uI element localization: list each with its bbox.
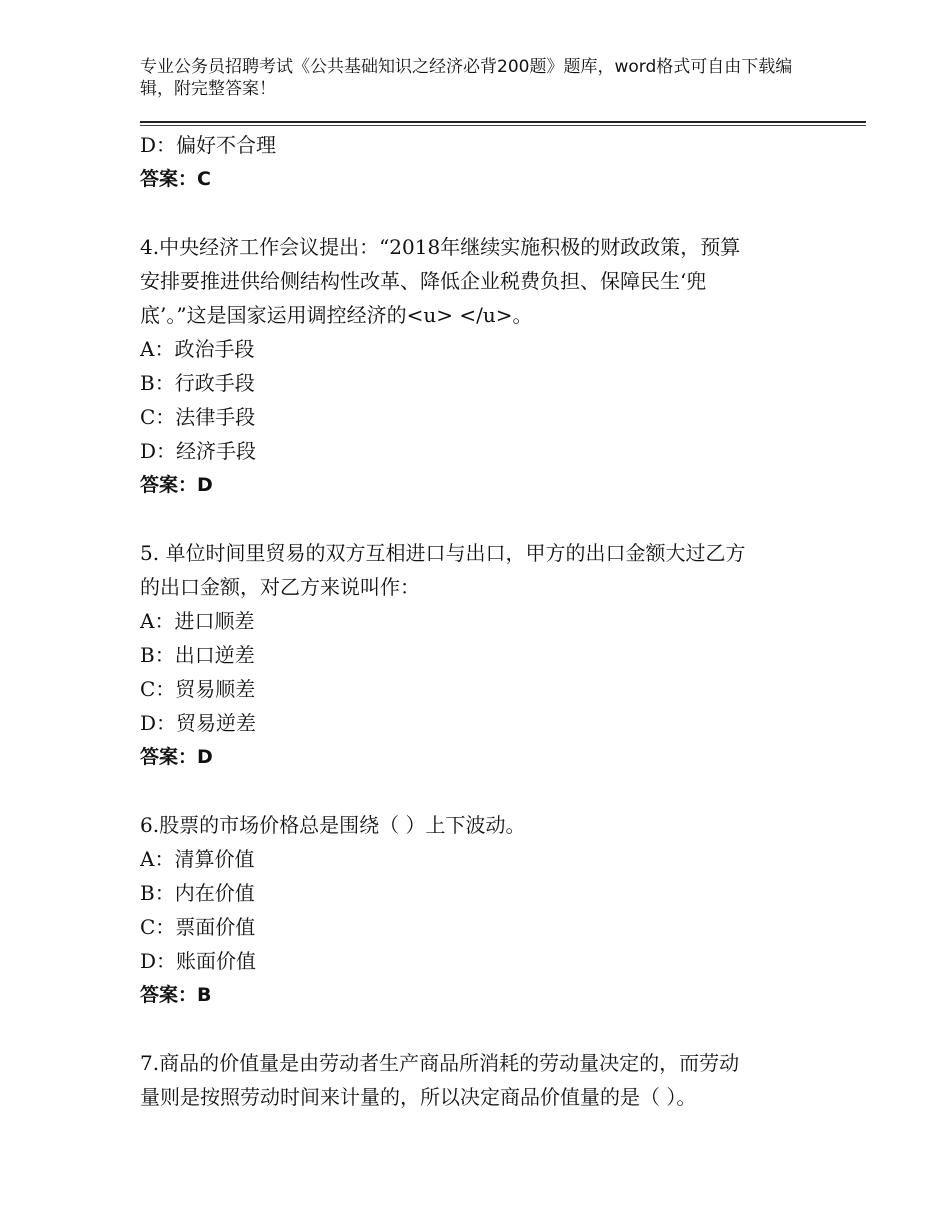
question-6-text-line1: 6.股票的市场价格总是围绕（ ）上下波动。 [140,813,526,837]
question-6-option-c: C：票面价值 [140,915,256,939]
prev-option-d: D：偏好不合理 [140,133,277,157]
question-4-option-d: D：经济手段 [140,439,257,463]
question-4-option-a: A：政治手段 [140,337,255,361]
question-5-text-line1: 5. 单位时间里贸易的双方互相进口与出口，甲方的出口金额大过乙方 [140,541,746,565]
question-4-option-c: C：法律手段 [140,405,256,429]
document-header: 专业公务员招聘考试《公共基础知识之经济必背200题》题库，word格式可自由下载编辑，附完整答案！ [140,57,793,99]
question-5-text-line2: 的出口金额，对乙方来说叫作： [140,575,420,599]
question-5-option-b: B：出口逆差 [140,643,255,667]
question-4-text-line2: 安排要推进供给侧结构性改革、降低企业税费负担、保障民生‘兜 [140,269,707,293]
question-5-option-a: A：进口顺差 [140,609,255,633]
spacer [140,196,820,230]
question-6-option-d: D：账面价值 [140,949,257,973]
question-7 [140,1046,820,1114]
prev-answer: 答案：C [140,168,211,190]
question-4-option-b: B：行政手段 [140,371,255,395]
document-body [140,128,820,1114]
question-7-text-line2: 量则是按照劳动时间来计量的，所以决定商品价值量的是（ ）。 [140,1085,697,1109]
question-6-option-a: A：清算价值 [140,847,255,871]
spacer [140,502,820,536]
question-6-option-b: B：内在价值 [140,881,255,905]
question-4-answer: 答案：D [140,474,213,496]
header-rule-thin [140,125,866,126]
spacer [140,1012,820,1046]
question-5-option-c: C：贸易顺差 [140,677,256,701]
question-5-option-d: D：贸易逆差 [140,711,257,735]
question-4-text-line3: 底’。”这是国家运用调控经济的<u> </u>。 [140,303,533,327]
question-6-answer: 答案：B [140,984,212,1006]
question-4-text-line1: 4.中央经济工作会议提出：“2018年继续实施积极的财政政策，预算 [140,235,741,259]
question-4 [140,230,820,502]
question-5-answer: 答案：D [140,746,213,768]
spacer [140,774,820,808]
question-6 [140,808,820,1012]
question-5 [140,536,820,774]
header-rule-thick [140,121,866,123]
question-7-text-line1: 7.商品的价值量是由劳动者生产商品所消耗的劳动量决定的，而劳动 [140,1051,740,1075]
